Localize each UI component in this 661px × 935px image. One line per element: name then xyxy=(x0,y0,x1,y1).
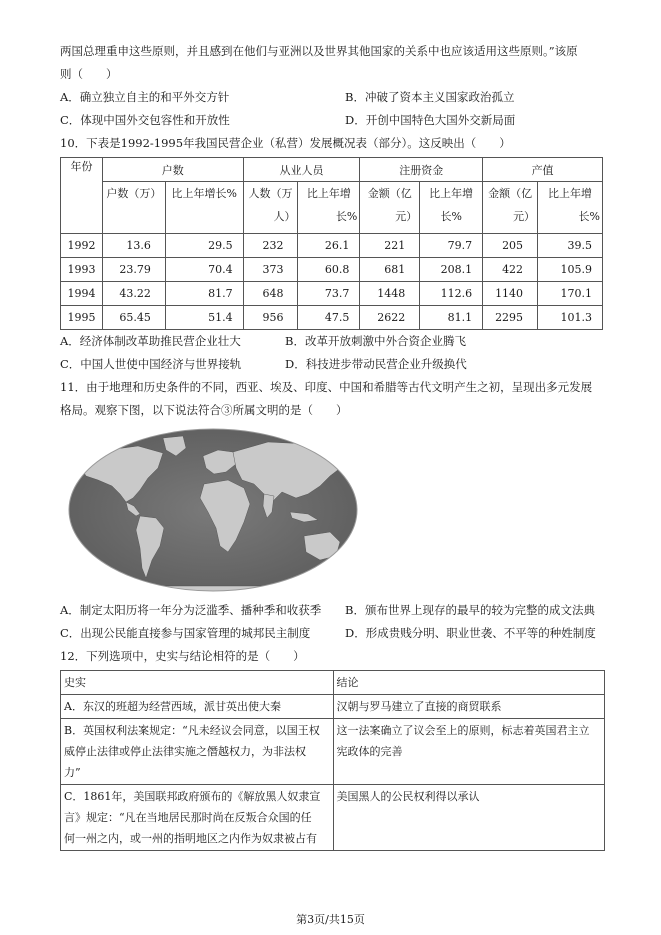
q10-option-c[interactable]: C．中国人世使中国经济与世界接轨 xyxy=(60,357,242,371)
q11-option-c[interactable]: C．出现公民能直接参与国家管理的城邦民主制度 xyxy=(60,626,311,640)
conclusion-cell xyxy=(333,695,604,719)
column-subheader xyxy=(483,182,538,234)
q9-option-b[interactable]: B．冲破了资本主义国家政治孤立 xyxy=(345,90,515,104)
value-cell: 81.7 xyxy=(165,282,243,306)
q12-fact-table xyxy=(60,670,605,851)
value-cell: 1448 xyxy=(360,282,420,306)
table-subheader-row xyxy=(61,182,603,234)
subheader-text: 人） xyxy=(273,210,296,223)
q10-option-d[interactable]: D．科技进步带动民营企业升级换代 xyxy=(285,357,467,371)
value-cell: 51.4 xyxy=(165,306,243,330)
table-row xyxy=(61,282,603,306)
subheader-text: 比上年增长% xyxy=(171,187,237,200)
value-cell: 101.3 xyxy=(538,306,603,330)
group-header: 户数 xyxy=(102,158,243,182)
value-cell: 208.1 xyxy=(420,258,483,282)
column-subheader xyxy=(420,182,483,234)
conclusion-text-line: 汉朝与罗马建立了直接的商贸联系 xyxy=(336,700,502,713)
conclusion-text-line: 这一法案确立了议会至上的原则，标志着英国君主立 xyxy=(336,724,590,737)
value-cell: 205 xyxy=(483,234,538,258)
subheader-text: 比上年增 xyxy=(306,187,351,200)
q10-options-row2 xyxy=(60,353,605,376)
subheader-text: 长% xyxy=(578,210,600,223)
fact-text-line: B．英国权利法案规定：“凡未经议会同意，以国王权 xyxy=(64,724,320,737)
fact-text-line: A．东汉的班超为经营西域，派甘英出使大秦 xyxy=(64,700,281,713)
fact-text-line: 威停止法律或停止法律实施之僭越权力，为非法权 xyxy=(64,745,306,758)
conclusion-cell xyxy=(333,719,604,785)
subheader-text: 元） xyxy=(395,210,418,223)
value-cell: 73.7 xyxy=(298,282,360,306)
world-map-image xyxy=(68,428,358,593)
table-row xyxy=(61,306,603,330)
q9-continuation-line1: 两国总理重申这些原则，并且感到在他们与亚洲以及世界其他国家的关系中也应该适用这些原则。”该原 xyxy=(60,44,578,58)
conclusion-column-header: 结论 xyxy=(333,671,604,695)
value-cell: 60.8 xyxy=(298,258,360,282)
q9-option-c[interactable]: C．体现中国外交包容性和开放性 xyxy=(60,113,230,127)
subheader-text: 金额（亿 xyxy=(488,187,533,200)
table-row xyxy=(61,234,603,258)
year-cell: 1994 xyxy=(61,282,103,306)
q9-options-row2 xyxy=(60,109,605,132)
year-cell: 1992 xyxy=(61,234,103,258)
q9-options-row1 xyxy=(60,86,605,109)
value-cell: 23.79 xyxy=(102,258,165,282)
value-cell: 13.6 xyxy=(102,234,165,258)
column-subheader xyxy=(360,182,420,234)
q11-option-a[interactable]: A．制定太阳历将一年分为泛滥季、播种季和收获季 xyxy=(60,603,322,617)
group-header: 产值 xyxy=(483,158,603,182)
q11-stem-line2: 格局。观察下图，以下说法符合③所属文明的是（ ） xyxy=(60,403,348,417)
value-cell: 373 xyxy=(243,258,298,282)
subheader-text: 长% xyxy=(335,210,358,223)
value-cell: 956 xyxy=(243,306,298,330)
subheader-text: 比上年增长% xyxy=(429,187,474,223)
value-cell: 681 xyxy=(360,258,420,282)
q9-continuation-line2: 则（ ） xyxy=(60,67,118,81)
q11-option-d[interactable]: D．形成贵贱分明、职业世袭、不平等的种姓制度 xyxy=(345,626,596,640)
table-body xyxy=(61,695,605,851)
value-cell: 232 xyxy=(243,234,298,258)
value-cell: 112.6 xyxy=(420,282,483,306)
value-cell: 65.45 xyxy=(102,306,165,330)
value-cell: 26.1 xyxy=(298,234,360,258)
fact-cell xyxy=(61,785,334,851)
year-cell: 1993 xyxy=(61,258,103,282)
value-cell: 43.22 xyxy=(102,282,165,306)
value-cell: 79.7 xyxy=(420,234,483,258)
value-cell: 70.4 xyxy=(165,258,243,282)
column-subheader xyxy=(243,182,298,234)
value-cell: 39.5 xyxy=(538,234,603,258)
year-header: 年份 xyxy=(61,158,103,234)
column-subheader xyxy=(165,182,243,234)
table-body xyxy=(61,234,603,330)
column-subheader xyxy=(298,182,360,234)
subheader-text: 金额（亿 xyxy=(367,187,412,200)
subheader-text: 户数（万） xyxy=(106,187,162,200)
value-cell: 2295 xyxy=(483,306,538,330)
column-subheader xyxy=(102,182,165,234)
fact-text-line: 何一州之内，或一州的指明地区之内作为奴隶被占有 xyxy=(64,832,317,845)
q9-option-d[interactable]: D．开创中国特色大国外交新局面 xyxy=(345,113,516,127)
table-row xyxy=(61,695,605,719)
conclusion-text-line: 宪政体的完善 xyxy=(336,745,403,758)
fact-cell xyxy=(61,719,334,785)
value-cell: 2622 xyxy=(360,306,420,330)
year-cell: 1995 xyxy=(61,306,103,330)
table-row xyxy=(61,258,603,282)
value-cell: 47.5 xyxy=(298,306,360,330)
fact-text-line: 力” xyxy=(64,766,81,779)
exam-page xyxy=(60,40,605,851)
value-cell: 105.9 xyxy=(538,258,603,282)
q11-stem-line1: 11．由于地理和历史条件的不同，西亚、埃及、印度、中国和希腊等古代文明产生之初，呈现出多元发展 xyxy=(60,380,593,394)
table-header-row xyxy=(61,158,603,182)
q10-option-b[interactable]: B．改革开放刺激中外合资企业腾飞 xyxy=(285,334,466,348)
value-cell: 221 xyxy=(360,234,420,258)
q10-data-table xyxy=(60,157,603,330)
page-footer: 第3页/共15页 xyxy=(296,913,365,926)
q12-stem: 12．下列选项中，史实与结论相符的是（ ） xyxy=(60,649,305,663)
table-row xyxy=(61,719,605,785)
conclusion-cell xyxy=(333,785,604,851)
value-cell: 81.1 xyxy=(420,306,483,330)
table-row xyxy=(61,785,605,851)
value-cell: 648 xyxy=(243,282,298,306)
fact-text-line: 言》规定：“凡在当地居民那时尚在反叛合众国的任 xyxy=(64,811,312,824)
value-cell: 29.5 xyxy=(165,234,243,258)
q11-options-row2 xyxy=(60,622,605,645)
q11-option-b[interactable]: B．颁布世界上现存的最早的较为完整的成文法典 xyxy=(345,603,595,617)
q11-options-row1 xyxy=(60,599,605,622)
q10-stem: 10．下表是1992-1995年我国民营企业（私营）发展概况表（部分）。这反映出（ ） xyxy=(60,136,511,150)
value-cell: 1140 xyxy=(483,282,538,306)
subheader-text: 比上年增 xyxy=(548,187,593,200)
fact-cell xyxy=(61,695,334,719)
group-header: 从业人员 xyxy=(243,158,360,182)
fact-column-header: 史实 xyxy=(61,671,334,695)
q10-option-a[interactable]: A．经济体制改革助推民营企业壮大 xyxy=(60,334,241,348)
q10-options-row1 xyxy=(60,330,605,353)
column-subheader xyxy=(538,182,603,234)
conclusion-text-line: 美国黑人的公民权利得以承认 xyxy=(336,790,480,803)
fact-text-line: C．1861年，美国联邦政府颁布的《解放黑人奴隶宣 xyxy=(64,790,321,803)
group-header: 注册资金 xyxy=(360,158,483,182)
subheader-text: 元） xyxy=(513,210,536,223)
q9-option-a[interactable]: A．确立独立自主的和平外交方针 xyxy=(60,90,230,104)
value-cell: 170.1 xyxy=(538,282,603,306)
table-header-row xyxy=(61,671,605,695)
subheader-text: 人数（万 xyxy=(248,187,293,200)
value-cell: 422 xyxy=(483,258,538,282)
